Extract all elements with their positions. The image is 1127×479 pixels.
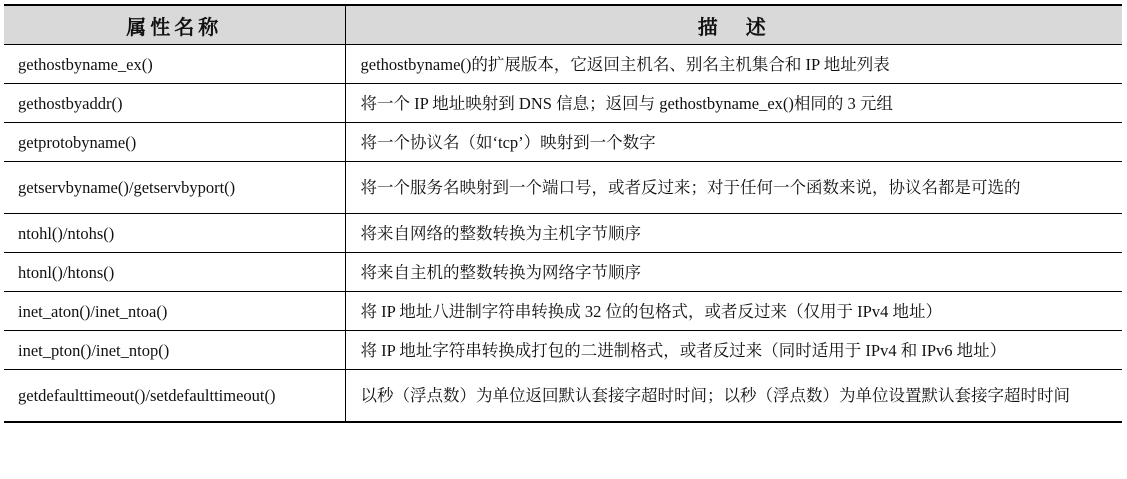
function-name: inet_pton()/inet_ntop() bbox=[4, 331, 345, 370]
function-description: 将来自网络的整数转换为主机字节顺序 bbox=[345, 214, 1122, 253]
table-row bbox=[4, 331, 1122, 370]
header-attribute-name: 属性名称 bbox=[4, 5, 345, 45]
function-description: 将 IP 地址八进制字符串转换成 32 位的包格式，或者反过来（仅用于 IPv4 地址） bbox=[345, 292, 1122, 331]
function-name: ntohl()/ntohs() bbox=[4, 214, 345, 253]
table-row bbox=[4, 292, 1122, 331]
table-row bbox=[4, 45, 1122, 84]
function-name: getservbyname()/getservbyport() bbox=[4, 162, 345, 214]
table-row bbox=[4, 162, 1122, 214]
function-description: 将一个协议名（如‘tcp’）映射到一个数字 bbox=[345, 123, 1122, 162]
function-name: gethostbyaddr() bbox=[4, 84, 345, 123]
function-name: getdefaulttimeout()/setdefaulttimeout() bbox=[4, 370, 345, 423]
function-name: inet_aton()/inet_ntoa() bbox=[4, 292, 345, 331]
function-name: gethostbyname_ex() bbox=[4, 45, 345, 84]
function-description: 将一个服务名映射到一个端口号，或者反过来；对于任何一个函数来说，协议名都是可选的 bbox=[345, 162, 1122, 214]
function-table bbox=[4, 4, 1122, 423]
function-description: 将 IP 地址字符串转换成打包的二进制格式，或者反过来（同时适用于 IPv4 和 IPv6 地址） bbox=[345, 331, 1122, 370]
table-row bbox=[4, 370, 1122, 423]
function-name: htonl()/htons() bbox=[4, 253, 345, 292]
table-row bbox=[4, 253, 1122, 292]
table-row bbox=[4, 214, 1122, 253]
function-description: 将一个 IP 地址映射到 DNS 信息；返回与 gethostbyname_ex()相同的 3 元组 bbox=[345, 84, 1122, 123]
header-description: 描 述 bbox=[345, 5, 1122, 45]
function-description: 将来自主机的整数转换为网络字节顺序 bbox=[345, 253, 1122, 292]
table-row bbox=[4, 84, 1122, 123]
function-name: getprotobyname() bbox=[4, 123, 345, 162]
table-row bbox=[4, 123, 1122, 162]
table-header-row bbox=[4, 5, 1122, 45]
function-description: gethostbyname()的扩展版本，它返回主机名、别名主机集合和 IP 地址列表 bbox=[345, 45, 1122, 84]
function-description: 以秒（浮点数）为单位返回默认套接字超时时间；以秒（浮点数）为单位设置默认套接字超时时间 bbox=[345, 370, 1122, 423]
